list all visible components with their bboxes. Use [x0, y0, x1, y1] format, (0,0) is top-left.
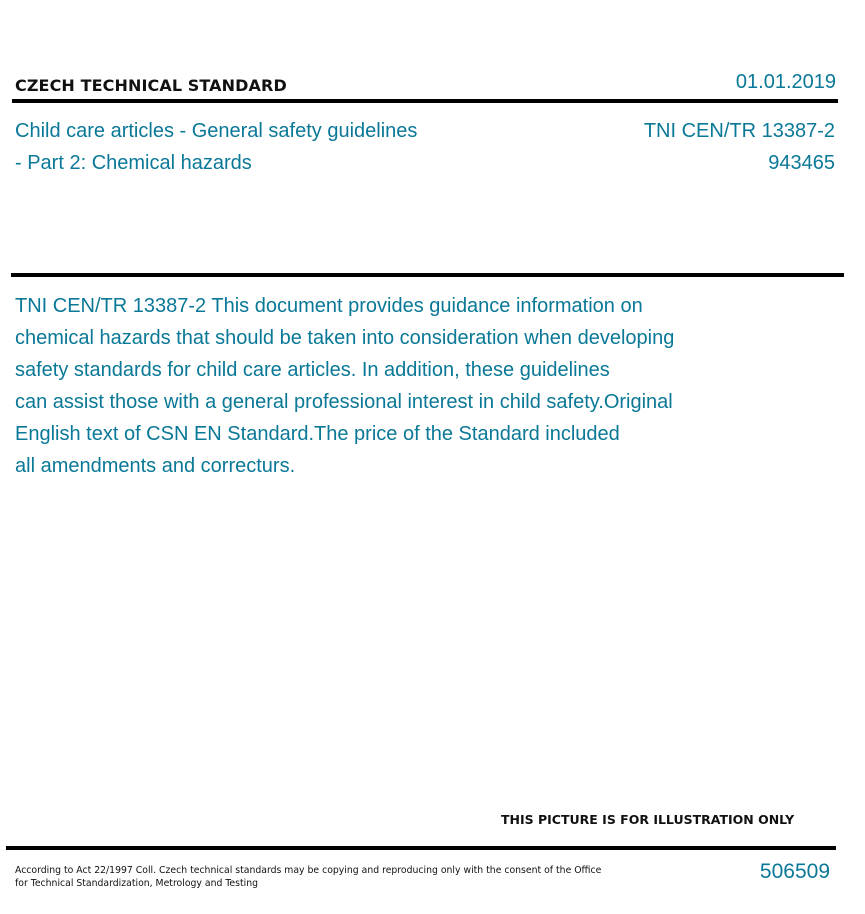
document-title-line: - Part 2: Chemical hazards — [15, 152, 252, 174]
description-line: TNI CEN/TR 13387-2 This document provides guidance information on — [15, 295, 643, 317]
top-rule — [12, 99, 838, 103]
document-description — [15, 290, 674, 482]
legal-notice-line: According to Act 22/1997 Coll. Czech technical standards may be copying and reproducing only with the consent of the Office — [15, 865, 602, 876]
description-line: chemical hazards that should be taken into consideration when developing — [15, 327, 675, 349]
description-line: safety standards for child care articles. In addition, these guidelines — [15, 359, 610, 381]
issue-date: 01.01.2019 — [735, 71, 836, 93]
description-line: English text of CSN EN Standard.The price of the Standard included — [15, 423, 620, 445]
middle-rule — [11, 273, 844, 277]
legal-notice-line: for Technical Standardization, Metrology and Testing — [15, 878, 259, 889]
document-code: TNI CEN/TR 13387-2 — [643, 120, 835, 142]
document-code-block — [644, 115, 835, 179]
document-title — [15, 115, 417, 179]
standard-label: CZECH TECHNICAL STANDARD — [15, 76, 287, 95]
catalog-number: 943465 — [768, 152, 835, 174]
description-line: all amendments and correcturs. — [15, 455, 296, 477]
legal-notice — [15, 864, 601, 890]
document-title-line: Child care articles - General safety guidelines — [15, 120, 418, 142]
description-line: can assist those with a general professional interest in child safety.Original — [15, 391, 673, 413]
footer-code: 506509 — [759, 860, 830, 883]
illustration-notice: THIS PICTURE IS FOR ILLUSTRATION ONLY — [501, 812, 795, 827]
bottom-rule — [6, 846, 836, 850]
